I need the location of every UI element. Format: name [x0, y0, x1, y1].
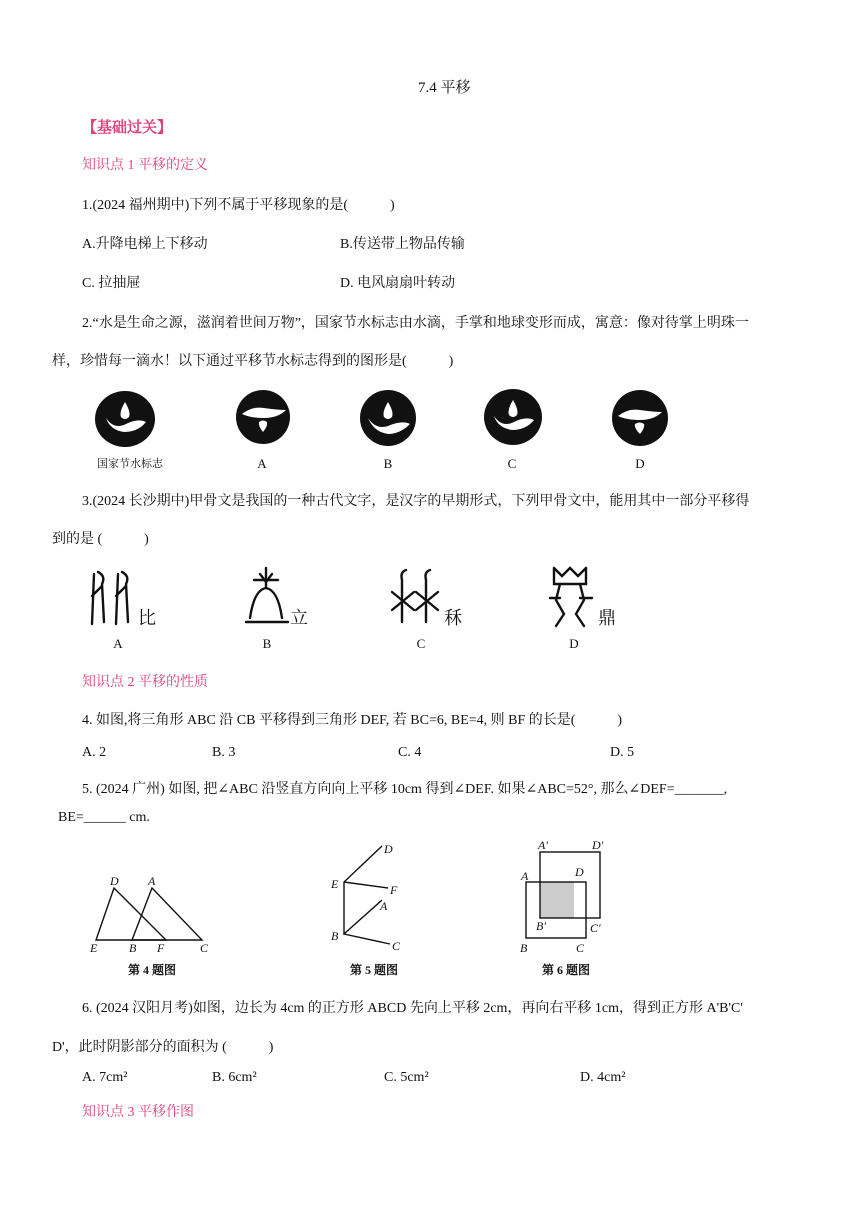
logo-option-a-icon [234, 388, 292, 446]
question-2-line-2: 样，珍惜每一滴水！以下通过平移节水标志得到的图形是( ) [52, 354, 454, 369]
fig5-label-b: B [331, 929, 339, 943]
oracle-caption-a: A [113, 636, 123, 651]
fig5-label-a: A [380, 899, 388, 913]
figure-4-caption: 第 4 题图 [127, 963, 176, 977]
logo-option-d-icon [610, 388, 670, 448]
fig6-label-d-prime: D' [592, 838, 604, 852]
fig6-label-d: D [575, 865, 584, 879]
question-1-option-b: B.传送带上物品传输 [340, 237, 465, 252]
question-1-option-d: D. 电风扇扇叶转动 [340, 276, 456, 291]
fig6-label-b-prime: B' [536, 919, 546, 933]
question-6-option-c: C. 5cm² [384, 1070, 429, 1085]
question-4-option-b: B. 3 [212, 745, 236, 760]
logo-caption-b: B [383, 456, 393, 471]
oracle-li2-icon [390, 566, 448, 628]
logo-caption-d: D [635, 456, 645, 471]
question-4-option-d: D. 5 [610, 745, 635, 760]
logo-original-icon [92, 388, 158, 450]
oracle-li-icon [242, 566, 292, 628]
fig6-label-a: A [521, 869, 529, 883]
question-1-option-a: A.升降电梯上下移动 [82, 237, 208, 252]
question-1-option-c: C. 拉抽屉 [82, 276, 141, 291]
figure-6-caption: 第 6 题图 [541, 963, 590, 977]
fig5-label-f: F [390, 883, 398, 897]
question-1-stem: 1.(2024 福州期中)下列不属于平移现象的是( ) [82, 198, 395, 213]
knowledge-point-1: 知识点 1 平移的定义 [82, 158, 208, 173]
page-title: 7.4 平移 [418, 80, 471, 96]
question-3-line-2: 到的是 ( ) [52, 532, 149, 547]
question-6-option-d: D. 4cm² [580, 1070, 626, 1085]
question-6-line-1: 6. (2024 汉阳月考)如图，边长为 4cm 的正方形 ABCD 先向上平移 2cm，再向右平移 1cm，得到正方形 A'B'C' [82, 1001, 743, 1016]
question-6-line-2: D'，此时阴影部分的面积为 ( ) [52, 1040, 274, 1055]
knowledge-point-3: 知识点 3 平移作图 [82, 1105, 194, 1120]
fig6-label-b: B [520, 941, 528, 955]
logo-option-b-icon [358, 388, 418, 448]
figure-5-angles [326, 836, 416, 958]
section-heading: 【基础过关】 [82, 120, 173, 136]
fig5-label-e: E [331, 877, 339, 891]
oracle-char-b: 立 [290, 608, 308, 628]
fig5-label-d: D [384, 842, 393, 856]
question-6-option-b: B. 6cm² [212, 1070, 257, 1085]
question-4-stem: 4. 如图,将三角形 ABC 沿 CB 平移得到三角形 DEF, 若 BC=6, BE=4, 则 BF 的长是( ) [82, 713, 623, 728]
oracle-char-c: 秝 [444, 608, 462, 628]
question-5-line-1: 5. (2024 广州) 如图, 把∠ABC 沿竖直方向向上平移 10cm 得到∠DEF. 如果∠ABC=52°, 那么∠DEF=_______, [82, 782, 728, 797]
oracle-caption-d: D [569, 636, 579, 651]
logo-caption-a: A [257, 456, 267, 471]
question-2-line-1: 2.“水是生命之源，滋润着世间万物”，国家节水标志由水滴，手掌和地球变形而成，寓意：像对待掌上明珠一 [82, 316, 749, 331]
fig4-label-b: B [129, 941, 137, 954]
figure-6-squares [512, 836, 622, 958]
fig4-label-e: E [90, 941, 98, 954]
oracle-caption-c: C [416, 636, 426, 651]
oracle-char-d: 鼎 [598, 608, 616, 628]
figure-5-caption: 第 5 题图 [349, 963, 398, 977]
fig4-label-d: D [110, 874, 119, 888]
question-5-line-2: BE=______ cm. [58, 810, 150, 825]
fig4-label-f: F [157, 941, 165, 954]
fig4-label-c: C [200, 941, 209, 954]
knowledge-point-2: 知识点 2 平移的性质 [82, 675, 208, 690]
question-6-option-a: A. 7cm² [82, 1070, 128, 1085]
logo-option-c-icon [482, 386, 544, 448]
oracle-ding-icon [546, 564, 596, 628]
logo-caption-original: 国家节水标志 [97, 458, 163, 470]
question-3-line-1: 3.(2024 长沙期中)甲骨文是我国的一种古代文字，是汉字的早期形式，下列甲骨文中，能用其中一部分平移得 [82, 494, 750, 509]
figure-4-triangles [84, 870, 224, 954]
question-4-option-a: A. 2 [82, 745, 107, 760]
fig6-label-c: C [576, 941, 585, 955]
oracle-char-a: 比 [138, 608, 156, 628]
fig5-label-c: C [392, 939, 401, 953]
fig4-label-a: A [148, 874, 156, 888]
question-4-option-c: C. 4 [398, 745, 422, 760]
fig6-label-a-prime: A' [538, 838, 548, 852]
fig6-label-c-prime: C' [590, 921, 601, 935]
oracle-caption-b: B [262, 636, 272, 651]
oracle-bi-icon [88, 566, 144, 628]
logo-caption-c: C [507, 456, 517, 471]
